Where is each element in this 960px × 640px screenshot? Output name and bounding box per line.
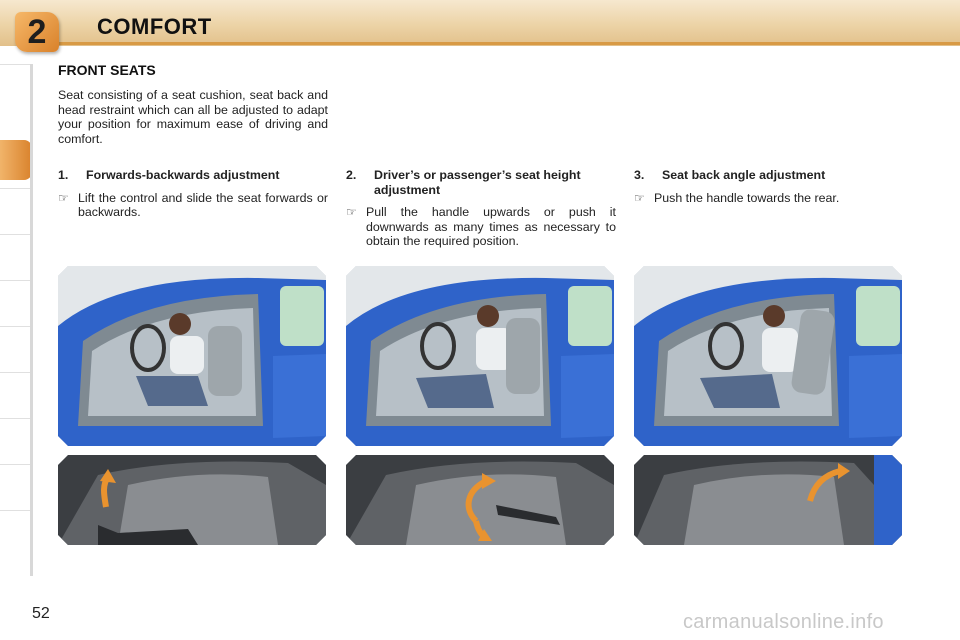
chapter-tab-3[interactable] (0, 188, 30, 233)
section-title: FRONT SEATS (58, 62, 156, 78)
chapter-number: 2 (27, 13, 47, 51)
step-instruction (634, 191, 904, 206)
chapter-tab-6[interactable] (0, 326, 30, 371)
seat-control-detail-2 (346, 455, 614, 545)
step-title: Seat back angle adjustment (662, 168, 826, 182)
step-number: 1. (58, 168, 69, 182)
chapter-tab-9[interactable] (0, 464, 30, 509)
seat-control-detail-1 (58, 455, 326, 545)
page-number: 52 (32, 605, 50, 622)
pointing-hand-icon: ☞ (346, 205, 357, 219)
step-heading (346, 168, 616, 197)
step-number: 2. (346, 168, 357, 182)
chapter-tab-1[interactable] (0, 64, 30, 109)
step-instruction (346, 205, 616, 249)
step-number: 3. (634, 168, 645, 182)
chapter-tab-8[interactable] (0, 418, 30, 463)
chapter-title: COMFORT (97, 14, 212, 39)
step-column-1 (58, 168, 328, 220)
side-edge (30, 64, 33, 576)
instruction-text: Lift the control and slide the seat forwards or backwards. (78, 190, 328, 219)
seat-control-detail-3 (634, 455, 902, 545)
step-heading (634, 168, 904, 183)
pointing-hand-icon: ☞ (58, 190, 69, 205)
watermark: carmanualsonline.info (683, 611, 884, 633)
instruction-text: Pull the handle upwards or push it downwards as many times as necessary to obtain the required position. (366, 205, 616, 248)
chapter-tab-10[interactable] (0, 510, 30, 555)
car-seat-photo-3 (634, 266, 902, 446)
pointing-hand-icon: ☞ (634, 190, 645, 205)
instruction-text: Push the handle towards the rear. (654, 190, 840, 205)
car-seat-photo-1 (58, 266, 326, 446)
step-title: Forwards-backwards adjustment (86, 168, 280, 182)
header-divider (58, 42, 960, 45)
step-column-3 (634, 168, 904, 205)
step-column-2 (346, 168, 616, 249)
chapter-tab-4[interactable] (0, 234, 30, 279)
step-instruction (58, 191, 328, 220)
step-heading (58, 168, 328, 183)
chapter-tab-7[interactable] (0, 372, 30, 417)
chapter-tab-strip (0, 64, 34, 576)
chapter-badge (15, 12, 59, 52)
step-title: Driver’s or passenger’s seat height adjustment (374, 168, 581, 197)
car-seat-photo-2 (346, 266, 614, 446)
chapter-tab-5[interactable] (0, 280, 30, 325)
intro-paragraph: Seat consisting of a seat cushion, seat back and head restraint which can all be adjusted to adapt your position for maximum ease of driving and comfort. (58, 88, 328, 146)
chapter-tab-2-active[interactable] (0, 140, 32, 180)
